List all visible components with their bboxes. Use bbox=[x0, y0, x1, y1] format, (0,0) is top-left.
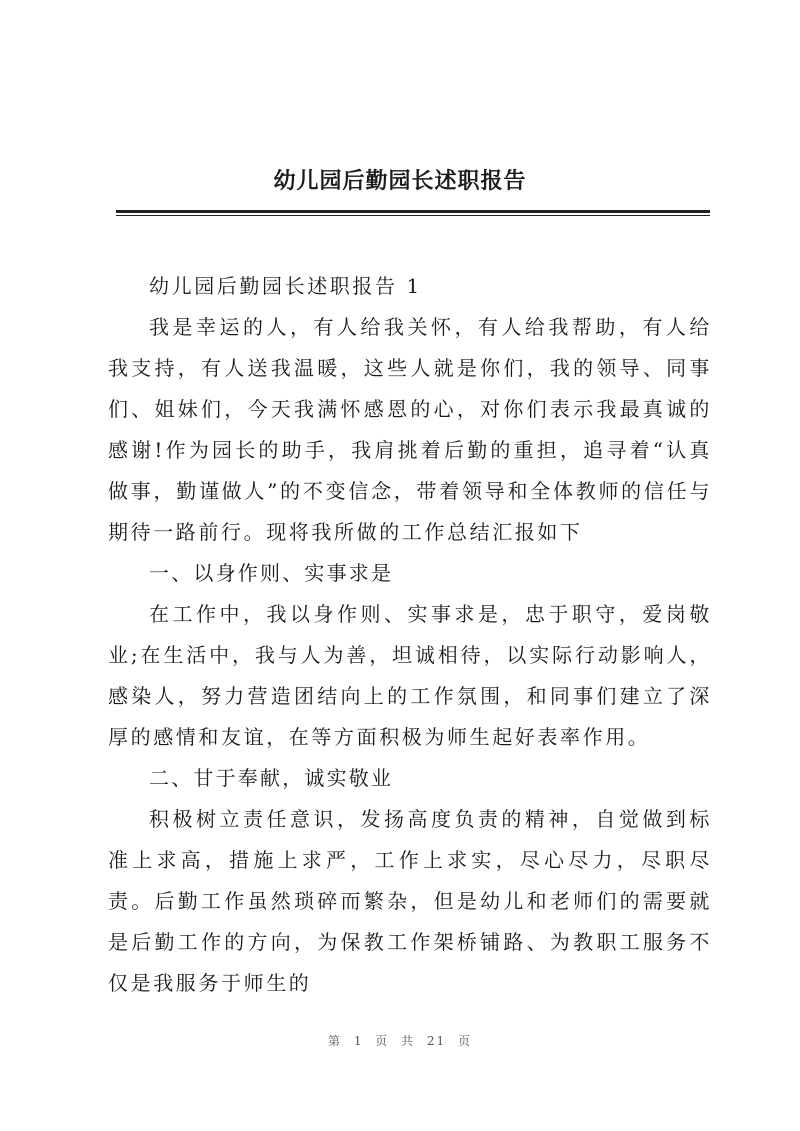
document-title: 幼儿园后勤园长述职报告 bbox=[273, 169, 527, 194]
paragraph: 我是幸运的人，有人给我关怀，有人给我帮助，有人给我支持，有人送我温暖，这些人就是你们，我的领导、同事们、姐妹们，今天我满怀感恩的心，对你们表示我最真诚的感谢!作为园长的助手，我肩挑着后勤的重担，追寻着“认真做事，勤谨做人”的不变信念，带着领导和全体教师的信任与期待一路前行。现将我所做的工作总结汇报如下 bbox=[108, 315, 712, 544]
page-number: 第 1 页 共 21 页 bbox=[328, 1034, 472, 1048]
subsection-heading: 一、以身作则、实事求是 bbox=[149, 561, 394, 585]
paragraph: 在工作中，我以身作则、实事求是，忠于职守，爱岗敬业;在生活中，我与人为善，坦诚相待，以实际行动影响人，感染人，努力营造团结向上的工作氛围，和同事们建立了深厚的感情和友谊，在等方面积极为师生起好表率作用。 bbox=[108, 602, 712, 749]
title-rule-thin bbox=[116, 215, 710, 216]
section-heading: 幼儿园后勤园长述职报告 1 bbox=[149, 274, 422, 298]
title-rule-thick bbox=[116, 210, 710, 213]
paragraph: 积极树立责任意识，发扬高度负责的精神，自觉做到标准上求高，措施上求严，工作上求实，尽心尽力，尽职尽责。后勤工作虽然琐碎而繁杂，但是幼儿和老师们的需要就是后勤工作的方向，为保教工作架桥铺路、为教职工服务不仅是我服务于师生的 bbox=[108, 807, 712, 995]
subsection-heading: 二、甘于奉献，诚实敬业 bbox=[149, 766, 394, 790]
document-body bbox=[108, 266, 712, 1004]
